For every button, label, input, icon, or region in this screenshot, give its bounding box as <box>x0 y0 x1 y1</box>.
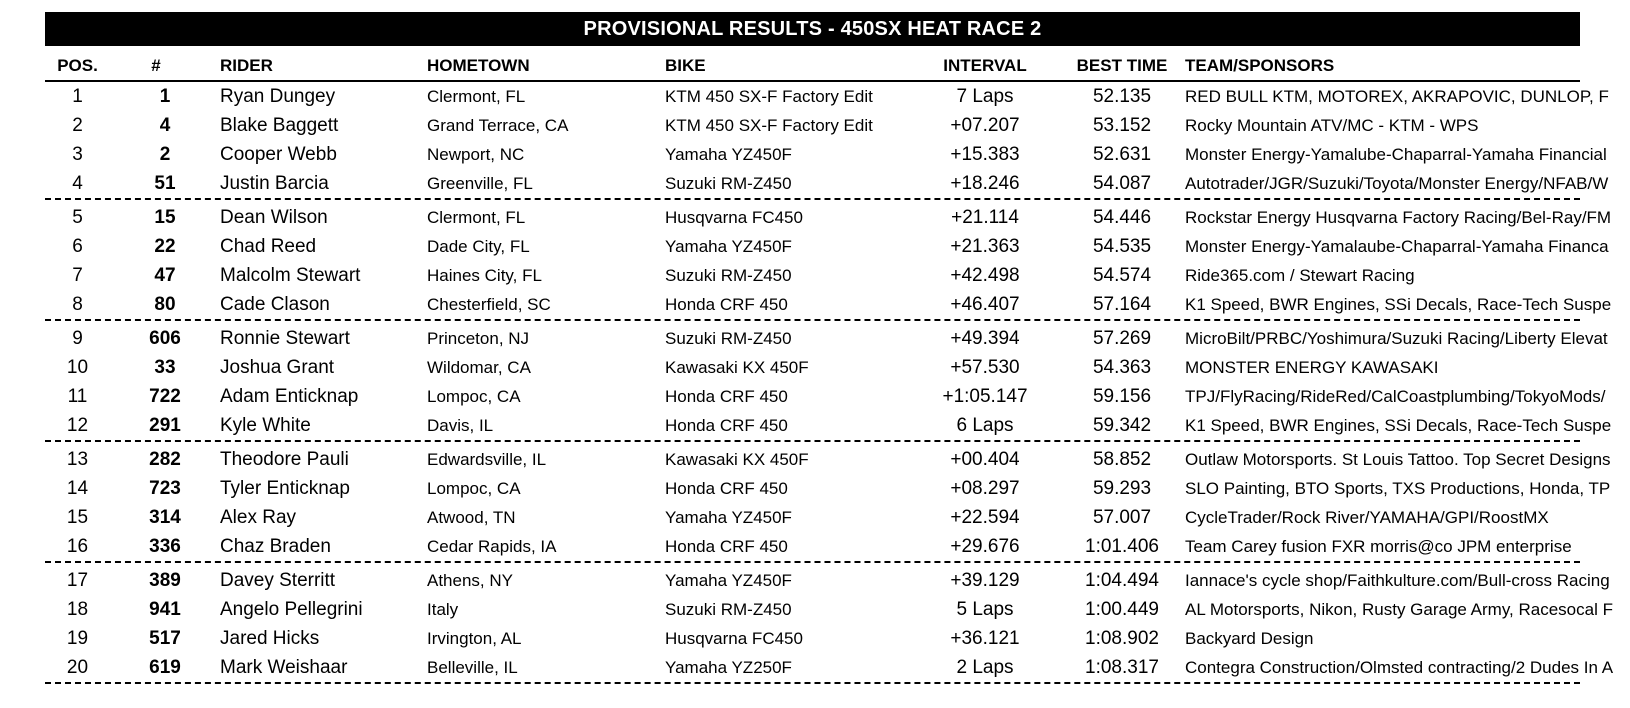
cell-interval: +49.394 <box>950 328 1020 349</box>
cell-rider: Alex Ray <box>220 507 297 528</box>
table-row <box>45 503 1580 532</box>
cell-pos: 4 <box>72 173 83 194</box>
cell-number: 336 <box>149 536 181 557</box>
header-rider: RIDER <box>220 56 273 75</box>
cell-best-time: 59.156 <box>1092 386 1152 407</box>
cell-hometown: Lompoc, CA <box>427 387 521 406</box>
cell-bike: Honda CRF 450 <box>665 387 788 406</box>
cell-rider: Chad Reed <box>220 236 317 257</box>
cell-rider: Theodore Pauli <box>220 449 349 470</box>
cell-best-time: 1:01.406 <box>1085 536 1159 557</box>
cell-hometown: Newport, NC <box>427 145 525 164</box>
cell-interval: +46.407 <box>950 294 1020 315</box>
cell-interval: +18.246 <box>950 173 1020 194</box>
cell-rider: Dean Wilson <box>220 207 328 228</box>
cell-hometown: Lompoc, CA <box>427 479 521 498</box>
cell-rider: Chaz Braden <box>220 536 331 557</box>
cell-rider: Ryan Dungey <box>220 86 336 107</box>
cell-bike: Honda CRF 450 <box>665 537 788 556</box>
cell-interval: +15.383 <box>950 144 1020 165</box>
cell-bike: Honda CRF 450 <box>665 416 788 435</box>
cell-bike: Yamaha YZ450F <box>665 237 792 256</box>
cell-pos: 15 <box>66 507 89 528</box>
cell-best-time: 1:08.317 <box>1085 657 1159 678</box>
cell-bike: Kawasaki KX 450F <box>665 358 809 377</box>
cell-hometown: Clermont, FL <box>427 87 526 106</box>
cell-rider: Angelo Pellegrini <box>220 599 363 620</box>
cell-number: 1 <box>159 86 171 107</box>
table-row <box>45 566 1610 595</box>
cell-number: 606 <box>149 328 181 349</box>
cell-interval: +21.363 <box>950 236 1020 257</box>
cell-hometown: Italy <box>427 600 459 619</box>
table-row <box>45 232 1609 261</box>
cell-pos: 10 <box>66 357 89 378</box>
cell-pos: 12 <box>66 415 89 436</box>
cell-rider: Mark Weishaar <box>220 657 348 678</box>
table-row <box>45 140 1607 169</box>
cell-hometown: Clermont, FL <box>427 208 526 227</box>
cell-interval: +21.114 <box>951 207 1019 228</box>
cell-hometown: Atwood, TN <box>427 508 516 527</box>
cell-rider: Cooper Webb <box>220 144 337 165</box>
cell-team: Ride365.com / Stewart Racing <box>1185 266 1415 285</box>
cell-number: 51 <box>154 173 176 194</box>
cell-number: 33 <box>154 357 176 378</box>
table-row <box>45 595 1613 624</box>
results-sheet <box>45 12 1614 687</box>
cell-pos: 17 <box>66 570 89 591</box>
cell-best-time: 59.342 <box>1092 415 1152 436</box>
cell-rider: Joshua Grant <box>220 357 335 378</box>
cell-team: Rocky Mountain ATV/MC - KTM - WPS <box>1185 116 1479 135</box>
cell-interval: +36.121 <box>950 628 1020 649</box>
cell-rider: Adam Enticknap <box>220 386 359 407</box>
cell-rider: Blake Baggett <box>220 115 339 136</box>
cell-team: CycleTrader/Rock River/YAMAHA/GPI/RoostMX <box>1185 508 1549 527</box>
cell-bike: KTM 450 SX-F Factory Edit <box>665 87 873 106</box>
table-row <box>45 474 1611 503</box>
cell-team: MicroBilt/PRBC/Yoshimura/Suzuki Racing/Liberty Elevat <box>1185 329 1608 348</box>
cell-interval: +42.498 <box>950 265 1020 286</box>
cell-number: 389 <box>149 570 181 591</box>
cell-bike: Suzuki RM-Z450 <box>665 600 792 619</box>
cell-team: Monster Energy-Yamalube-Chaparral-Yamaha Financial <box>1185 145 1607 164</box>
cell-pos: 16 <box>66 536 89 557</box>
cell-team: Monster Energy-Yamalaube-Chaparral-Yamaha Financa <box>1185 237 1609 256</box>
cell-team: Iannace's cycle shop/Faithkulture.com/Bull-cross Racing <box>1185 571 1610 590</box>
cell-team: AL Motorsports, Nikon, Rusty Garage Army, Racesocal F <box>1185 600 1613 619</box>
cell-interval: 2 Laps <box>956 657 1014 678</box>
cell-interval: 6 Laps <box>956 415 1014 436</box>
table-row <box>45 324 1608 353</box>
cell-number: 2 <box>159 144 171 165</box>
header-hometown: HOMETOWN <box>427 56 530 75</box>
cell-best-time: 54.446 <box>1092 207 1152 228</box>
cell-rider: Cade Clason <box>220 294 330 315</box>
table-row <box>45 82 1609 111</box>
cell-best-time: 57.164 <box>1092 294 1152 315</box>
cell-best-time: 54.574 <box>1092 265 1152 286</box>
cell-interval: +1:05.147 <box>942 386 1028 407</box>
cell-number: 723 <box>149 478 181 499</box>
cell-number: 291 <box>149 415 181 436</box>
header-pos: POS. <box>57 56 98 75</box>
table-row <box>45 261 1580 290</box>
cell-pos: 19 <box>66 628 89 649</box>
cell-number: 619 <box>149 657 181 678</box>
header-number: # <box>151 56 161 75</box>
cell-rider: Justin Barcia <box>220 173 329 194</box>
cell-hometown: Davis, IL <box>427 416 494 435</box>
cell-hometown: Haines City, FL <box>427 266 542 285</box>
cell-best-time: 1:08.902 <box>1085 628 1159 649</box>
cell-bike: Yamaha YZ250F <box>665 658 792 677</box>
cell-rider: Malcolm Stewart <box>220 265 361 286</box>
cell-bike: Kawasaki KX 450F <box>665 450 809 469</box>
cell-number: 47 <box>154 265 176 286</box>
cell-interval: +57.530 <box>950 357 1020 378</box>
cell-best-time: 54.535 <box>1092 236 1152 257</box>
cell-pos: 8 <box>72 294 83 315</box>
cell-best-time: 52.135 <box>1092 86 1152 107</box>
cell-team: SLO Painting, BTO Sports, TXS Productions, Honda, TP <box>1185 479 1611 498</box>
cell-pos: 7 <box>72 265 83 286</box>
cell-bike: Husqvarna FC450 <box>665 208 803 227</box>
cell-pos: 9 <box>72 328 83 349</box>
cell-number: 15 <box>154 207 176 228</box>
cell-pos: 3 <box>72 144 83 165</box>
cell-pos: 18 <box>66 599 89 620</box>
table-row <box>45 624 1580 653</box>
page-title: PROVISIONAL RESULTS - 450SX HEAT RACE 2 <box>45 12 1580 46</box>
table-row <box>45 290 1612 321</box>
cell-pos: 1 <box>72 86 83 107</box>
cell-number: 722 <box>149 386 181 407</box>
cell-bike: Honda CRF 450 <box>665 479 788 498</box>
cell-pos: 14 <box>66 478 89 499</box>
cell-rider: Davey Sterritt <box>220 570 336 591</box>
cell-pos: 5 <box>72 207 83 228</box>
cell-rider: Jared Hicks <box>220 628 320 649</box>
cell-best-time: 1:04.494 <box>1085 570 1159 591</box>
cell-number: 314 <box>149 507 181 528</box>
cell-rider: Tyler Enticknap <box>220 478 350 499</box>
header-team: TEAM/SPONSORS <box>1185 56 1335 75</box>
cell-team: Backyard Design <box>1185 629 1314 648</box>
cell-team: K1 Speed, BWR Engines, SSi Decals, Race-Tech Suspe <box>1185 295 1612 314</box>
cell-number: 282 <box>149 449 181 470</box>
header-interval: INTERVAL <box>943 56 1027 75</box>
table-row <box>45 169 1609 200</box>
cell-best-time: 57.269 <box>1092 328 1152 349</box>
cell-team: Contegra Construction/Olmsted contracting/2 Dudes In A <box>1185 658 1614 677</box>
cell-team: Team Carey fusion FXR morris@co JPM enterprise <box>1185 537 1572 556</box>
cell-rider: Kyle White <box>220 415 311 436</box>
cell-number: 80 <box>154 294 176 315</box>
cell-interval: +00.404 <box>950 449 1020 470</box>
cell-hometown: Wildomar, CA <box>427 358 531 377</box>
cell-best-time: 1:00.449 <box>1085 599 1159 620</box>
cell-team: Autotrader/JGR/Suzuki/Toyota/Monster Energy/NFAB/W <box>1185 174 1609 193</box>
table-header <box>45 46 1580 82</box>
cell-hometown: Grand Terrace, CA <box>427 116 569 135</box>
cell-bike: Yamaha YZ450F <box>665 508 792 527</box>
cell-pos: 13 <box>66 449 89 470</box>
cell-hometown: Irvington, AL <box>427 629 522 648</box>
cell-best-time: 54.087 <box>1092 173 1152 194</box>
cell-pos: 20 <box>66 657 89 678</box>
cell-rider: Ronnie Stewart <box>220 328 350 349</box>
header-best-time: BEST TIME <box>1076 56 1168 75</box>
cell-bike: Husqvarna FC450 <box>665 629 803 648</box>
table-row <box>45 411 1612 442</box>
cell-number: 517 <box>149 628 181 649</box>
cell-bike: Yamaha YZ450F <box>665 145 792 164</box>
cell-interval: +29.676 <box>950 536 1020 557</box>
cell-team: K1 Speed, BWR Engines, SSi Decals, Race-Tech Suspe <box>1185 416 1612 435</box>
header-bike: BIKE <box>665 56 706 75</box>
cell-hometown: Dade City, FL <box>427 237 530 256</box>
cell-bike: Honda CRF 450 <box>665 295 788 314</box>
cell-pos: 2 <box>72 115 83 136</box>
cell-interval: +07.207 <box>950 115 1020 136</box>
table-row <box>45 445 1611 474</box>
cell-best-time: 59.293 <box>1092 478 1152 499</box>
cell-team: Outlaw Motorsports. St Louis Tattoo. Top Secret Designs <box>1185 450 1611 469</box>
cell-team: MONSTER ENERGY KAWASAKI <box>1185 358 1439 377</box>
cell-hometown: Princeton, NJ <box>427 329 530 348</box>
table-row <box>45 203 1612 232</box>
cell-best-time: 58.852 <box>1092 449 1152 470</box>
cell-bike: KTM 450 SX-F Factory Edit <box>665 116 873 135</box>
cell-hometown: Greenville, FL <box>427 174 533 193</box>
results-table-body <box>45 82 1614 684</box>
cell-number: 4 <box>159 115 171 136</box>
cell-interval: 5 Laps <box>956 599 1014 620</box>
cell-interval: +08.297 <box>950 478 1020 499</box>
table-row <box>45 353 1580 382</box>
cell-interval: +22.594 <box>950 507 1020 528</box>
cell-hometown: Edwardsville, IL <box>427 450 547 469</box>
cell-bike: Yamaha YZ450F <box>665 571 792 590</box>
cell-interval: +39.129 <box>950 570 1020 591</box>
cell-hometown: Chesterfield, SC <box>427 295 551 314</box>
cell-team: RED BULL KTM, MOTOREX, AKRAPOVIC, DUNLOP, F <box>1185 87 1609 106</box>
cell-best-time: 53.152 <box>1092 115 1152 136</box>
cell-bike: Suzuki RM-Z450 <box>665 174 792 193</box>
cell-best-time: 54.363 <box>1092 357 1152 378</box>
cell-pos: 11 <box>67 386 88 407</box>
cell-hometown: Cedar Rapids, IA <box>427 537 557 556</box>
cell-pos: 6 <box>72 236 83 257</box>
cell-number: 941 <box>149 599 181 620</box>
cell-hometown: Belleville, IL <box>427 658 518 677</box>
cell-number: 22 <box>154 236 176 257</box>
cell-best-time: 52.631 <box>1092 144 1152 165</box>
table-row <box>45 111 1580 140</box>
table-row <box>45 382 1606 411</box>
cell-team: Rockstar Energy Husqvarna Factory Racing/Bel-Ray/FM <box>1185 208 1612 227</box>
cell-bike: Suzuki RM-Z450 <box>665 329 792 348</box>
cell-team: TPJ/FlyRacing/RideRed/CalCoastplumbing/TokyoMods/ <box>1185 387 1606 406</box>
cell-bike: Suzuki RM-Z450 <box>665 266 792 285</box>
cell-best-time: 57.007 <box>1092 507 1152 528</box>
cell-interval: 7 Laps <box>956 86 1014 107</box>
table-row <box>45 532 1580 563</box>
table-row <box>45 653 1614 684</box>
cell-hometown: Athens, NY <box>427 571 513 590</box>
